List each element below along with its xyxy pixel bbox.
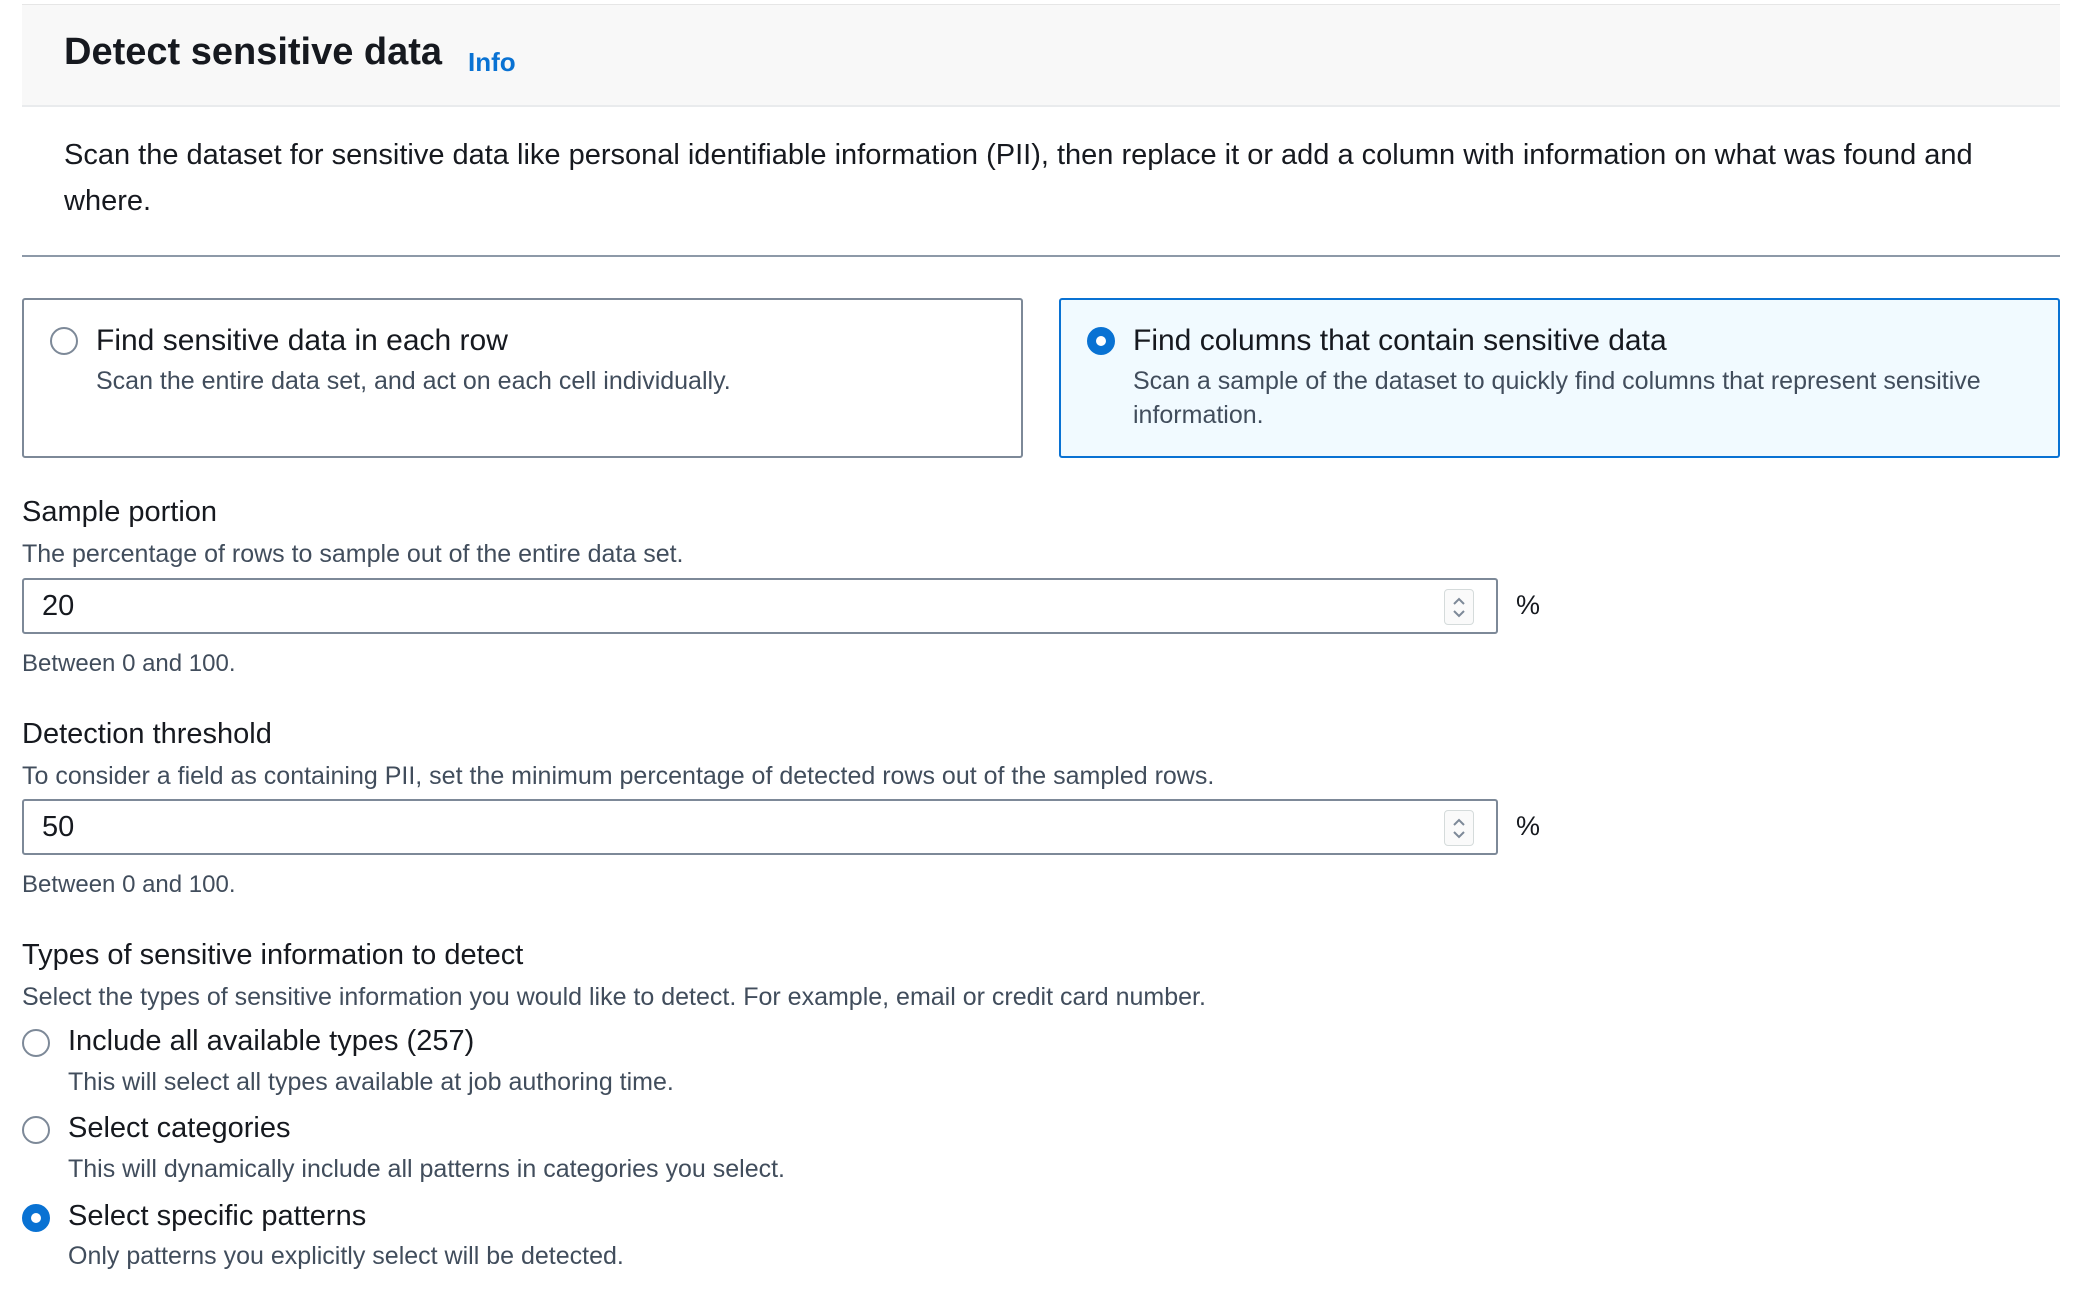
tile-find-columns[interactable] [1059,298,2060,458]
detection-threshold-value: 50 [42,811,75,843]
types-description: Select the types of sensitive information you would like to detect. For example, email or credit card number. [22,983,1206,1011]
types-label: Types of sensitive information to detect [22,939,524,971]
chevron-up-down-icon[interactable] [1444,589,1474,625]
section-description: Scan the dataset for sensitive data like personal identifiable information (PII), then replace it or add a column with information on what was found and where. [64,139,1973,217]
detection-threshold-label: Detection threshold [22,718,272,750]
sample-portion-unit: % [1516,590,1541,620]
tile-description: Scan the entire data set, and act on each cell individually. [96,367,731,395]
detection-threshold-unit: % [1516,811,1541,841]
radio-icon[interactable] [1087,327,1115,355]
info-link[interactable]: Info [468,47,516,77]
detection-threshold-description: To consider a field as containing PII, set the minimum percentage of detected rows out of the sampled rows. [22,762,1215,790]
option-select-patterns-description: Only patterns you explicitly select will be detected. [68,1242,624,1270]
radio-icon[interactable] [22,1029,50,1057]
section-header [22,4,2060,107]
option-select-patterns-label[interactable]: Select specific patterns [68,1200,367,1232]
sample-portion-label: Sample portion [22,496,218,528]
sample-portion-input[interactable] [22,578,1498,634]
radio-icon[interactable] [50,327,78,355]
detection-threshold-input[interactable] [22,799,1498,855]
option-include-all-label[interactable]: Include all available types (257) [68,1025,475,1057]
chevron-up-down-icon[interactable] [1444,810,1474,846]
tile-label: Find columns that contain sensitive data [1133,324,1667,357]
option-include-all-description: This will select all types available at job authoring time. [68,1068,674,1096]
tile-description: Scan a sample of the dataset to quickly find columns that represent sensitive information. [1133,367,1981,429]
tile-find-in-each-row[interactable] [22,298,1023,458]
section-divider [22,255,2060,257]
sample-portion-value: 20 [42,590,75,622]
sample-portion-constraint: Between 0 and 100. [22,650,236,677]
radio-icon[interactable] [22,1204,50,1232]
sample-portion-description: The percentage of rows to sample out of the entire data set. [22,540,684,568]
tile-label: Find sensitive data in each row [96,324,508,357]
radio-icon[interactable] [22,1116,50,1144]
option-select-categories-label[interactable]: Select categories [68,1112,291,1144]
section-title: Detect sensitive data [64,31,443,73]
option-select-categories-description: This will dynamically include all patterns in categories you select. [68,1155,785,1183]
detection-threshold-constraint: Between 0 and 100. [22,871,236,898]
